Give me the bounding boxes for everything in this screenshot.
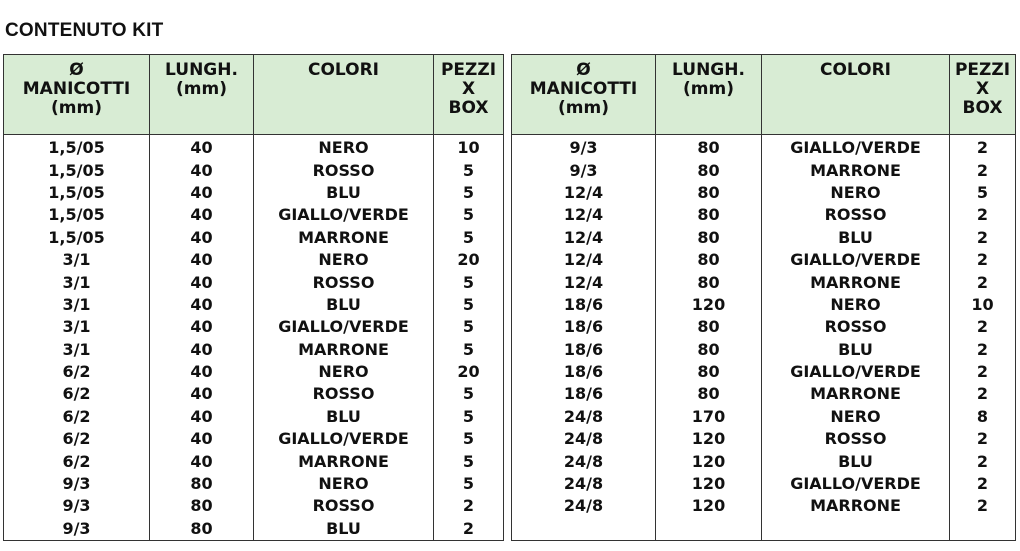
- cell-lunghezza: 80: [656, 182, 762, 204]
- cell-lunghezza: 80: [656, 249, 762, 271]
- cell-pezzi: 10: [434, 135, 504, 160]
- cell-colore: MARRONE: [762, 271, 950, 293]
- header-manicotti-line: MANICOTTI: [529, 79, 638, 99]
- cell-manicotti: 6/2: [4, 406, 150, 428]
- cell-manicotti: 12/4: [512, 227, 656, 249]
- header-lungh: [656, 55, 762, 135]
- table-row: [512, 294, 1016, 316]
- table-row: [512, 204, 1016, 226]
- header-manicotti-line: Ø: [69, 60, 84, 80]
- cell-pezzi: 2: [950, 339, 1016, 361]
- cell-manicotti: 24/8: [512, 450, 656, 472]
- cell-colore: GIALLO/VERDE: [254, 316, 434, 338]
- cell-pezzi: 5: [434, 316, 504, 338]
- page-title: CONTENUTO KIT: [5, 20, 164, 41]
- table-row: [512, 271, 1016, 293]
- cell-manicotti: 18/6: [512, 383, 656, 405]
- header-manicotti-line: (mm): [558, 98, 609, 118]
- cell-colore: MARRONE: [762, 383, 950, 405]
- cell-lunghezza: 40: [150, 450, 254, 472]
- table-row: [512, 249, 1016, 271]
- cell-pezzi: 2: [950, 159, 1016, 181]
- table-row: [4, 316, 504, 338]
- cell-lunghezza: 80: [656, 227, 762, 249]
- cell-colore: MARRONE: [762, 159, 950, 181]
- table-row: [512, 406, 1016, 428]
- header-colori-line: COLORI: [819, 60, 892, 80]
- cell-colore: GIALLO/VERDE: [254, 428, 434, 450]
- cell-pezzi: 2: [950, 271, 1016, 293]
- header-manicotti-line: (mm): [51, 98, 102, 118]
- cell-manicotti: 24/8: [512, 428, 656, 450]
- cell-manicotti: 18/6: [512, 294, 656, 316]
- cell-pezzi: 2: [950, 473, 1016, 495]
- cell-lunghezza: 170: [656, 406, 762, 428]
- cell-manicotti: 1,5/05: [4, 204, 150, 226]
- cell-colore: BLU: [254, 294, 434, 316]
- cell-lunghezza: 40: [150, 406, 254, 428]
- table-row: [512, 428, 1016, 450]
- cell-colore: MARRONE: [254, 450, 434, 472]
- cell-pezzi: 5: [434, 450, 504, 472]
- cell-lunghezza: 40: [150, 271, 254, 293]
- cell-colore: NERO: [254, 249, 434, 271]
- header-manicotti: [512, 55, 656, 135]
- cell-colore: GIALLO/VERDE: [762, 473, 950, 495]
- cell-lunghezza: 120: [656, 294, 762, 316]
- cell-colore: MARRONE: [254, 227, 434, 249]
- cell-manicotti: 3/1: [4, 316, 150, 338]
- table-row: [4, 428, 504, 450]
- cell-manicotti: 12/4: [512, 204, 656, 226]
- cell-colore: ROSSO: [254, 495, 434, 517]
- cell-colore: ROSSO: [762, 316, 950, 338]
- cell-colore: GIALLO/VERDE: [254, 204, 434, 226]
- cell-pezzi: 5: [434, 227, 504, 249]
- cell-manicotti: 1,5/05: [4, 227, 150, 249]
- header-pezzi-line: BOX: [962, 98, 1003, 118]
- cell-colore: NERO: [762, 294, 950, 316]
- table-row: [512, 135, 1016, 160]
- cell-manicotti: 18/6: [512, 339, 656, 361]
- table-row: [512, 495, 1016, 517]
- cell-pezzi: 5: [434, 294, 504, 316]
- cell-manicotti: 1,5/05: [4, 135, 150, 160]
- cell-colore: BLU: [762, 339, 950, 361]
- table-body-left: [4, 135, 504, 541]
- header-colori: [762, 55, 950, 135]
- cell-pezzi: 5: [950, 182, 1016, 204]
- cell-lunghezza: 40: [150, 361, 254, 383]
- cell-lunghezza: 80: [150, 473, 254, 495]
- table-row: [512, 182, 1016, 204]
- header-manicotti-line: Ø: [576, 60, 591, 80]
- cell-lunghezza: 80: [656, 316, 762, 338]
- table-row: [512, 227, 1016, 249]
- cell-lunghezza: 80: [656, 159, 762, 181]
- cell-pezzi: 5: [434, 473, 504, 495]
- cell-manicotti: 9/3: [512, 159, 656, 181]
- cell-lunghezza: 40: [150, 204, 254, 226]
- cell-pezzi: 5: [434, 204, 504, 226]
- table-header-row: [4, 55, 504, 135]
- cell-colore: MARRONE: [762, 495, 950, 517]
- cell-lunghezza: 120: [656, 473, 762, 495]
- cell-colore: ROSSO: [762, 428, 950, 450]
- cell-pezzi: 2: [950, 495, 1016, 517]
- cell-lunghezza: 40: [150, 339, 254, 361]
- cell-manicotti: 9/3: [4, 518, 150, 541]
- table-row: [4, 450, 504, 472]
- cell-pezzi: 2: [950, 428, 1016, 450]
- cell-pezzi: 20: [434, 249, 504, 271]
- cell-pezzi: 5: [434, 159, 504, 181]
- cell-lunghezza: 80: [150, 518, 254, 541]
- header-colori-line: COLORI: [307, 60, 380, 80]
- cell-colore: MARRONE: [254, 339, 434, 361]
- table-row: [4, 339, 504, 361]
- table-row: [512, 473, 1016, 495]
- cell-lunghezza: 80: [150, 495, 254, 517]
- cell-pezzi: 20: [434, 361, 504, 383]
- cell-colore: GIALLO/VERDE: [762, 249, 950, 271]
- table-row: [4, 406, 504, 428]
- cell-colore: BLU: [254, 518, 434, 541]
- cell-colore: GIALLO/VERDE: [762, 361, 950, 383]
- cell-lunghezza: 40: [150, 135, 254, 160]
- cell-pezzi: 2: [950, 227, 1016, 249]
- cell-manicotti: 12/4: [512, 271, 656, 293]
- cell-colore: ROSSO: [762, 204, 950, 226]
- cell-pezzi: 2: [950, 450, 1016, 472]
- table-header-row: [512, 55, 1016, 135]
- table-row: [4, 204, 504, 226]
- cell-lunghezza: 120: [656, 428, 762, 450]
- cell-lunghezza: 80: [656, 339, 762, 361]
- header-pezzi-line: PEZZI: [440, 60, 497, 80]
- header-lungh-line: LUNGH.: [165, 60, 238, 80]
- cell-colore: NERO: [254, 135, 434, 160]
- table-row: [4, 159, 504, 181]
- cell-colore: BLU: [762, 450, 950, 472]
- cell-lunghezza: 80: [656, 383, 762, 405]
- table-row: [4, 271, 504, 293]
- table-row: [4, 135, 504, 160]
- cell-manicotti: [512, 518, 656, 541]
- cell-colore: BLU: [254, 182, 434, 204]
- table-row: [512, 316, 1016, 338]
- cell-manicotti: 1,5/05: [4, 159, 150, 181]
- cell-manicotti: 6/2: [4, 450, 150, 472]
- table-body-right: [512, 135, 1016, 541]
- kit-table-right: [511, 54, 1016, 541]
- cell-lunghezza: 80: [656, 204, 762, 226]
- header-pezzi-line: X: [461, 79, 476, 99]
- header-colori: [254, 55, 434, 135]
- table-row: [4, 249, 504, 271]
- cell-lunghezza: 40: [150, 249, 254, 271]
- cell-manicotti: 3/1: [4, 294, 150, 316]
- cell-pezzi: 2: [434, 495, 504, 517]
- header-manicotti-line: MANICOTTI: [22, 79, 131, 99]
- header-manicotti: [4, 55, 150, 135]
- table-row: [4, 383, 504, 405]
- cell-pezzi: 5: [434, 271, 504, 293]
- cell-pezzi: 5: [434, 339, 504, 361]
- cell-pezzi: 10: [950, 294, 1016, 316]
- header-pezzi-line: X: [975, 79, 990, 99]
- header-lungh-line: LUNGH.: [672, 60, 745, 80]
- cell-manicotti: 24/8: [512, 473, 656, 495]
- cell-lunghezza: 40: [150, 428, 254, 450]
- header-pezzi: [950, 55, 1016, 135]
- cell-lunghezza: 40: [150, 316, 254, 338]
- table-row: [512, 383, 1016, 405]
- cell-pezzi: 8: [950, 406, 1016, 428]
- cell-lunghezza: 80: [656, 135, 762, 160]
- cell-manicotti: 9/3: [4, 473, 150, 495]
- cell-manicotti: 24/8: [512, 406, 656, 428]
- cell-lunghezza: 40: [150, 182, 254, 204]
- cell-lunghezza: 80: [656, 361, 762, 383]
- cell-manicotti: 12/4: [512, 182, 656, 204]
- header-pezzi-line: PEZZI: [954, 60, 1011, 80]
- cell-manicotti: 9/3: [512, 135, 656, 160]
- cell-manicotti: 9/3: [4, 495, 150, 517]
- cell-pezzi: 5: [434, 182, 504, 204]
- cell-pezzi: 2: [950, 249, 1016, 271]
- cell-manicotti: 24/8: [512, 495, 656, 517]
- table-row: [512, 450, 1016, 472]
- table-row: [4, 227, 504, 249]
- cell-lunghezza: 80: [656, 271, 762, 293]
- cell-manicotti: 3/1: [4, 339, 150, 361]
- cell-colore: NERO: [254, 473, 434, 495]
- header-pezzi: [434, 55, 504, 135]
- cell-manicotti: 6/2: [4, 383, 150, 405]
- cell-colore: BLU: [254, 406, 434, 428]
- cell-lunghezza: 40: [150, 383, 254, 405]
- cell-colore: ROSSO: [254, 271, 434, 293]
- cell-manicotti: 1,5/05: [4, 182, 150, 204]
- cell-pezzi: 2: [950, 204, 1016, 226]
- cell-manicotti: 3/1: [4, 249, 150, 271]
- kit-table-left: [3, 54, 504, 541]
- cell-pezzi: 2: [950, 316, 1016, 338]
- table-row: [4, 182, 504, 204]
- header-lungh-line: (mm): [683, 79, 734, 99]
- cell-pezzi: [950, 518, 1016, 541]
- cell-colore: NERO: [762, 182, 950, 204]
- cell-lunghezza: [656, 518, 762, 541]
- cell-manicotti: 6/2: [4, 428, 150, 450]
- cell-lunghezza: 40: [150, 159, 254, 181]
- cell-pezzi: 2: [950, 361, 1016, 383]
- cell-manicotti: 3/1: [4, 271, 150, 293]
- table-row: [512, 159, 1016, 181]
- header-lungh: [150, 55, 254, 135]
- cell-lunghezza: 40: [150, 227, 254, 249]
- cell-lunghezza: 40: [150, 294, 254, 316]
- cell-pezzi: 2: [950, 135, 1016, 160]
- header-pezzi-line: BOX: [448, 98, 489, 118]
- cell-colore: NERO: [254, 361, 434, 383]
- header-lungh-line: (mm): [176, 79, 227, 99]
- cell-pezzi: 5: [434, 383, 504, 405]
- cell-lunghezza: 120: [656, 450, 762, 472]
- table-row: [512, 361, 1016, 383]
- table-row: [4, 361, 504, 383]
- cell-pezzi: 5: [434, 406, 504, 428]
- table-row: [4, 518, 504, 541]
- table-row: [4, 495, 504, 517]
- cell-pezzi: 2: [950, 383, 1016, 405]
- cell-manicotti: 6/2: [4, 361, 150, 383]
- table-row: [512, 339, 1016, 361]
- cell-pezzi: 2: [434, 518, 504, 541]
- cell-colore: [762, 518, 950, 541]
- cell-manicotti: 18/6: [512, 361, 656, 383]
- cell-colore: ROSSO: [254, 159, 434, 181]
- cell-colore: GIALLO/VERDE: [762, 135, 950, 160]
- cell-lunghezza: 120: [656, 495, 762, 517]
- table-row: [4, 473, 504, 495]
- cell-colore: BLU: [762, 227, 950, 249]
- cell-pezzi: 5: [434, 428, 504, 450]
- cell-manicotti: 18/6: [512, 316, 656, 338]
- cell-colore: ROSSO: [254, 383, 434, 405]
- cell-colore: NERO: [762, 406, 950, 428]
- table-row: [512, 518, 1016, 541]
- cell-manicotti: 12/4: [512, 249, 656, 271]
- table-row: [4, 294, 504, 316]
